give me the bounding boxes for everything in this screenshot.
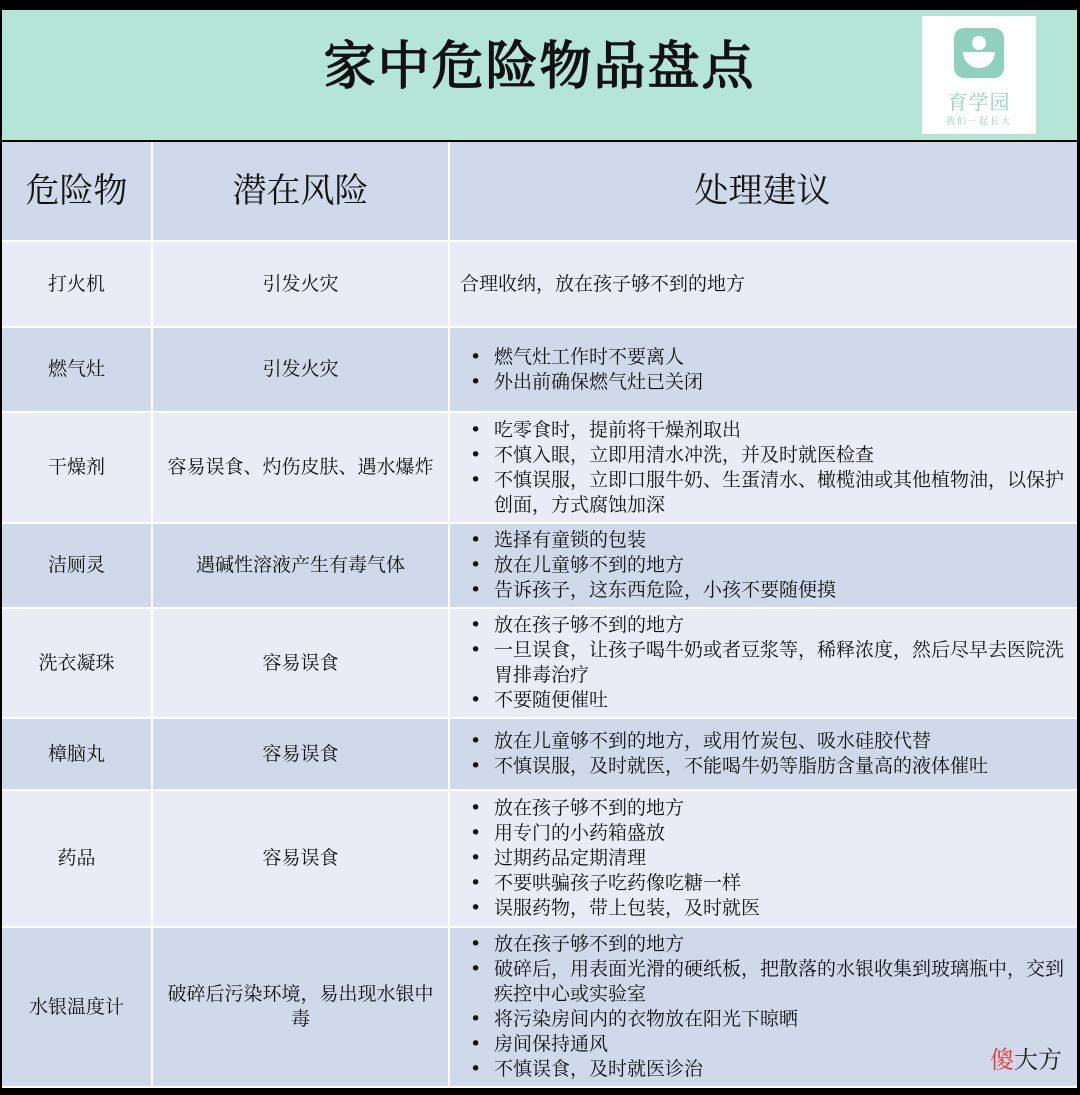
table-row [2, 242, 1077, 328]
advice-cell [450, 524, 1077, 607]
advice-item: • 告诉孩子，这东西危险，小孩不要随便摸 [460, 578, 1065, 603]
advice-cell [450, 413, 1077, 522]
header-hazard: 危险物 [2, 142, 151, 240]
advice-item: • 不慎误食，及时就医诊治 [460, 1057, 1065, 1082]
advice-item: • 不要哄骗孩子吃药像吃糖一样 [460, 871, 1065, 896]
table-row [2, 928, 1077, 1088]
risk-text: 容易误食 [153, 791, 448, 926]
advice-item: • 选择有童锁的包装 [460, 528, 1065, 553]
logo-icon [954, 28, 1004, 78]
table-row [2, 524, 1077, 609]
page-title: 家中危险物品盘点 [323, 37, 756, 97]
advice-item: • 用专门的小药箱盛放 [460, 821, 1065, 846]
advice-cell [450, 719, 1077, 789]
advice-item: • 吃零食时，提前将干燥剂取出 [460, 418, 1065, 443]
header-risk: 潜在风险 [153, 142, 448, 240]
advice-item: • 房间保持通风 [460, 1032, 1065, 1057]
hazard-name: 燃气灶 [2, 328, 151, 411]
advice-item: • 不慎误服，立即口服牛奶、生蛋清水、橄榄油或其他植物油，以保护创面，方式腐蚀加深 [460, 468, 1065, 518]
advice-cell [450, 928, 1077, 1086]
advice-item: • 将污染房间内的衣物放在阳光下晾晒 [460, 1007, 1065, 1032]
header-advice: 处理建议 [450, 142, 1077, 240]
advice-item: • 一旦误食，让孩子喝牛奶或者豆浆等，稀释浓度，然后尽早去医院洗胃排毒治疗 [460, 638, 1065, 688]
risk-text: 遇碱性溶液产生有毒气体 [153, 524, 448, 607]
advice-item: • 不要随便催吐 [460, 688, 1065, 713]
advice-item: • 放在孩子够不到的地方 [460, 932, 1065, 957]
hazard-name: 干燥剂 [2, 413, 151, 522]
risk-text: 容易误食 [153, 609, 448, 717]
risk-text: 引发火灾 [153, 242, 448, 326]
watermark: 傻大方 [990, 1046, 1062, 1074]
hazard-name: 打火机 [2, 242, 151, 326]
title-banner [2, 10, 1077, 140]
hazard-name: 药品 [2, 791, 151, 926]
table-row [2, 791, 1077, 928]
logo-name: 育学园 [947, 90, 1011, 114]
advice-item: • 放在儿童够不到的地方，或用竹炭包、吸水硅胶代替 [460, 729, 1065, 754]
advice-item: • 放在儿童够不到的地方 [460, 553, 1065, 578]
table-row [2, 719, 1077, 791]
hazard-name: 樟脑丸 [2, 719, 151, 789]
advice-list [460, 729, 1065, 779]
hazard-name: 水银温度计 [2, 928, 151, 1086]
advice-item: • 放在孩子够不到的地方 [460, 796, 1065, 821]
table-header-row [2, 142, 1077, 242]
risk-text: 容易误食、灼伤皮肤、遇水爆炸 [153, 413, 448, 522]
table-row [2, 413, 1077, 524]
advice-item: • 过期药品定期清理 [460, 846, 1065, 871]
advice-item: • 误服药物，带上包装，及时就医 [460, 896, 1065, 921]
hazard-name: 洁厕灵 [2, 524, 151, 607]
advice-item: • 燃气灶工作时不要离人 [460, 345, 1065, 370]
table-row [2, 328, 1077, 413]
advice-list [460, 418, 1065, 518]
advice-list [460, 528, 1065, 603]
advice-item: • 不慎入眼，立即用清水冲洗，并及时就医检查 [460, 443, 1065, 468]
risk-text: 容易误食 [153, 719, 448, 789]
hazard-name: 洗衣凝珠 [2, 609, 151, 717]
logo-slogan: 我们一起长大 [945, 117, 1012, 127]
advice-text: 合理收纳，放在孩子够不到的地方 [460, 272, 746, 295]
advice-list [460, 932, 1065, 1082]
advice-item: • 放在孩子够不到的地方 [460, 613, 1065, 638]
advice-list [460, 796, 1065, 921]
hazard-table [2, 142, 1077, 1088]
advice-list [460, 613, 1065, 713]
brand-logo [922, 16, 1036, 134]
advice-list [460, 345, 1065, 395]
advice-cell [450, 242, 1077, 326]
advice-cell [450, 328, 1077, 411]
advice-item: • 不慎误服，及时就医，不能喝牛奶等脂肪含量高的液体催吐 [460, 754, 1065, 779]
risk-text: 引发火灾 [153, 328, 448, 411]
risk-text: 破碎后污染环境，易出现水银中毒 [153, 928, 448, 1086]
table-row [2, 609, 1077, 719]
advice-item: • 破碎后，用表面光滑的硬纸板，把散落的水银收集到玻璃瓶中，交到疾控中心或实验室 [460, 957, 1065, 1007]
advice-cell [450, 791, 1077, 926]
advice-item: • 外出前确保燃气灶已关闭 [460, 370, 1065, 395]
advice-cell [450, 609, 1077, 717]
